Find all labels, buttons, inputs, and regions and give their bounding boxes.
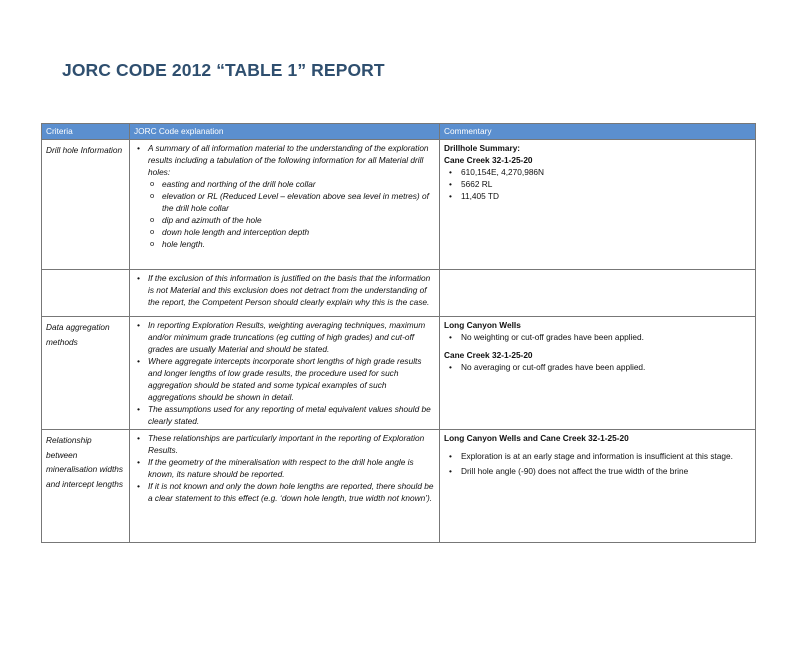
sub-list-item: o dip and azimuth of the hole <box>162 214 435 226</box>
sub-list-item: o easting and northing of the drill hole collar <box>162 178 435 190</box>
list-item <box>148 142 435 250</box>
criteria-cell <box>42 270 130 317</box>
list-item: • If the geometry of the mineralisation with respect to the drill hole angle is known, its nature should be reported. <box>148 456 435 480</box>
list-item: • No averaging or cut-off grades have been applied. <box>461 361 751 373</box>
list-item: • Where aggregate intercepts incorporate short lengths of high grade results and longer lengths of low grade results, the procedure used for such aggregation should be stated and some typical examples of such aggregations should be shown in detail. <box>148 355 435 403</box>
criteria-cell: Relationship between mineralisation widths and intercept lengths <box>42 430 130 543</box>
list-item: • If the exclusion of this information is justified on the basis that the information is not Material and this exclusion does not detract from the understanding of the report, the Competent Person should clearly explain why this is the case. <box>148 272 435 308</box>
header-explanation: JORC Code explanation <box>130 124 440 140</box>
jorc-table <box>41 123 756 543</box>
explanation-cell <box>130 270 440 317</box>
table-row <box>42 270 756 317</box>
table-row <box>42 317 756 430</box>
commentary-cell <box>440 140 756 270</box>
commentary-cell <box>440 430 756 543</box>
explanation-cell <box>130 140 440 270</box>
table-row <box>42 430 756 543</box>
list-item: • In reporting Exploration Results, weighting averaging techniques, maximum and/or minimum grade truncations (eg cutting of high grades) and cut-off grades are usually Material and should be stated. <box>148 319 435 355</box>
list-item: • These relationships are particularly important in the reporting of Exploration Results. <box>148 432 435 456</box>
page-title: JORC CODE 2012 “TABLE 1” REPORT <box>62 60 385 80</box>
header-commentary: Commentary <box>440 124 756 140</box>
commentary-heading: Long Canyon Wells and Cane Creek 32-1-25-20 <box>444 433 629 443</box>
list-item: • Drill hole angle (-90) does not affect the true width of the brine <box>461 465 751 477</box>
criteria-cell: Data aggregation methods <box>42 317 130 430</box>
list-item: • 610,154E, 4,270,986N <box>461 166 751 178</box>
commentary-subheading: Cane Creek 32-1-25-20 <box>444 350 533 360</box>
commentary-subheading: Cane Creek 32-1-25-20 <box>444 155 533 165</box>
explanation-cell <box>130 317 440 430</box>
list-item: • Exploration is at an early stage and information is insufficient at this stage. <box>461 450 751 462</box>
list-item: • 11,405 TD <box>461 190 751 202</box>
commentary-heading: Drillhole Summary: <box>444 143 521 153</box>
table-row <box>42 140 756 270</box>
explanation-cell <box>130 430 440 543</box>
header-criteria: Criteria <box>42 124 130 140</box>
commentary-cell <box>440 317 756 430</box>
table-header-row <box>42 124 756 140</box>
commentary-cell <box>440 270 756 317</box>
list-item: • If it is not known and only the down hole lengths are reported, there should be a clear statement to this effect (e.g. ‘down hole length, true width not known’). <box>148 480 435 504</box>
explanation-text: A summary of all information material to the understanding of the exploration results including a tabulation of the following information for all Material drill holes: <box>148 143 429 177</box>
sub-list-item: o down hole length and interception depth <box>162 226 435 238</box>
list-item: • The assumptions used for any reporting of metal equivalent values should be clearly stated. <box>148 403 435 427</box>
criteria-cell: Drill hole Information <box>42 140 130 270</box>
sub-list-item: o hole length. <box>162 238 435 250</box>
sub-list-item: o elevation or RL (Reduced Level – elevation above sea level in metres) of the drill hole collar <box>162 190 435 214</box>
list-item: • 5662 RL <box>461 178 751 190</box>
list-item: • No weighting or cut-off grades have been applied. <box>461 331 751 343</box>
commentary-heading: Long Canyon Wells <box>444 320 521 330</box>
